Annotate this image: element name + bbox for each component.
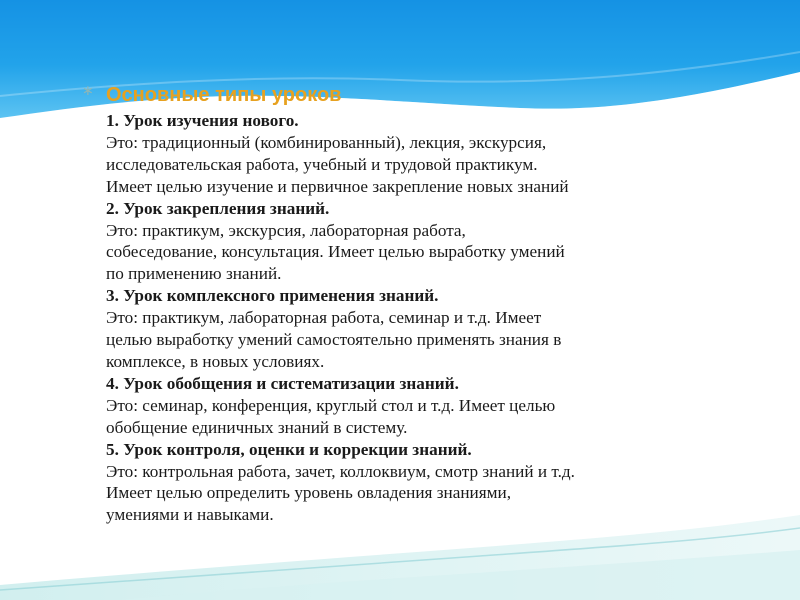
lesson-type-description-line: обобщение единичных знаний в систему. — [106, 417, 408, 437]
lesson-type-description-line: целью выработку умений самостоятельно применять знания в — [106, 330, 562, 350]
lesson-type-description-line: умениями и навыками. — [106, 505, 274, 525]
slide-title: Основные типы уроков — [106, 84, 342, 106]
lesson-type-description-line: собеседование, консультация. Имеет целью выработку умений — [106, 242, 565, 262]
title-row — [84, 80, 724, 110]
lesson-type-heading: 2. Урок закрепления знаний. — [106, 198, 330, 218]
lesson-type-heading: 5. Урок контроля, оценки и коррекции знаний. — [106, 439, 472, 459]
slide-content — [84, 80, 724, 526]
lesson-type-description-line: Это: контрольная работа, зачет, коллоквиум, смотр знаний и т.д. — [106, 461, 575, 481]
lesson-type-description-line: Это: традиционный (комбинированный), лекция, экскурсия, — [106, 132, 547, 152]
lesson-type-description-line: Имеет целью определить уровень овладения знаниями, — [106, 483, 512, 503]
lesson-type-description-line: комплексе, в новых условиях. — [106, 351, 325, 371]
bullet-star-icon: ∗ — [82, 83, 94, 99]
lesson-type-heading: 4. Урок обобщения и систематизации знаний. — [106, 373, 459, 393]
lesson-type-description-line: по применению знаний. — [106, 264, 282, 284]
lesson-type-description-line: Это: семинар, конференция, круглый стол и т.д. Имеет целью — [106, 395, 556, 415]
lesson-type-description-line: Имеет целью изучение и первичное закрепление новых знаний — [106, 176, 569, 196]
lesson-type-description-line: исследовательская работа, учебный и трудовой практикум. — [106, 154, 538, 174]
lesson-types-text — [106, 110, 724, 526]
lesson-type-description-line: Это: практикум, лабораторная работа, семинар и т.д. Имеет — [106, 308, 542, 328]
lesson-type-heading: 3. Урок комплексного применения знаний. — [106, 286, 439, 306]
lesson-type-description-line: Это: практикум, экскурсия, лабораторная работа, — [106, 220, 466, 240]
lesson-type-heading: 1. Урок изучения нового. — [106, 111, 299, 130]
